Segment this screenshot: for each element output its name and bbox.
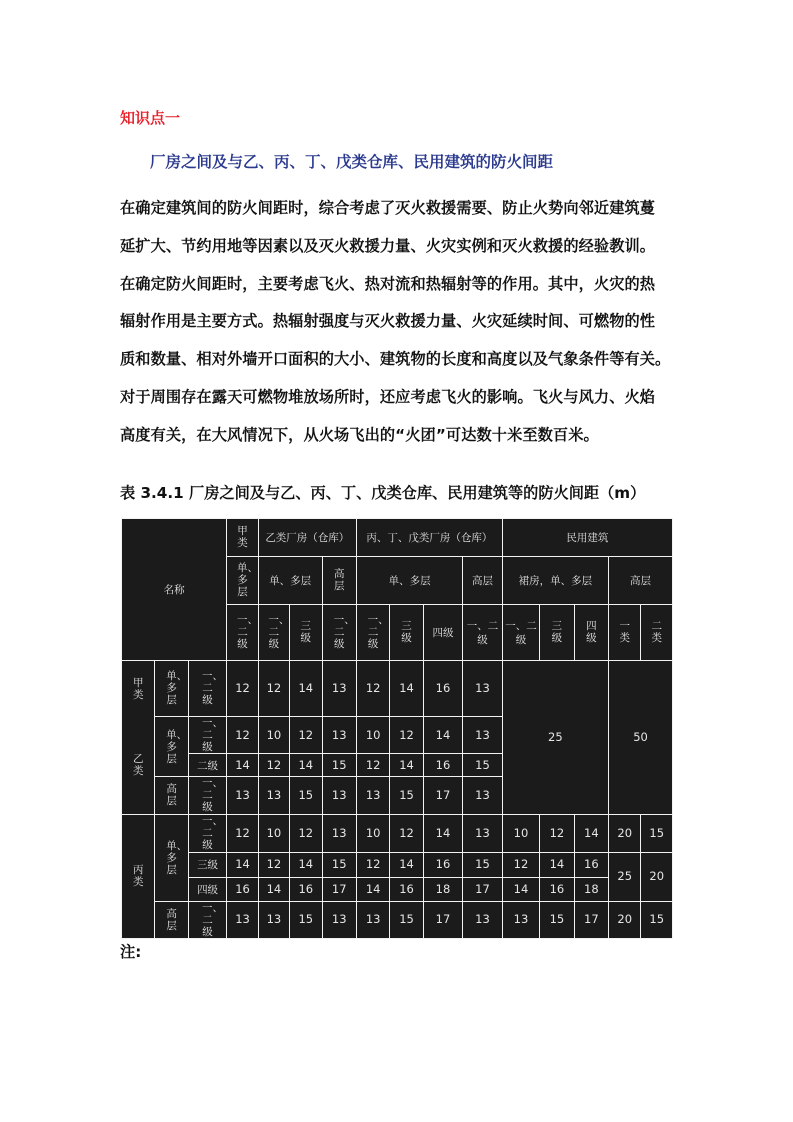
grade-header: 三级 xyxy=(540,605,574,661)
row-sub-multi: 单、多层 xyxy=(155,814,188,901)
grade-header: 二类 xyxy=(641,605,673,661)
cell-value: 10 xyxy=(356,717,389,754)
cell-value: 14 xyxy=(390,754,423,777)
cell-value: 14 xyxy=(540,852,574,877)
cell-value: 12 xyxy=(227,814,258,852)
header-bing-multi: 单、多层 xyxy=(356,557,462,605)
cell-value: 13 xyxy=(322,717,356,754)
fire-distance-table xyxy=(121,518,673,939)
paragraph-line: 延扩大、节约用地等因素以及灭火救援力量、火灾实例和灭火救援的经验教训。 xyxy=(120,236,656,255)
cell-value: 12 xyxy=(540,814,574,852)
row-grade: 一、二级 xyxy=(188,901,227,938)
cell-value: 15 xyxy=(390,777,423,814)
section-subtitle: 厂房之间及与乙、丙、丁、戊类仓库、民用建筑的防火间距 xyxy=(150,153,554,171)
cell-value: 16 xyxy=(423,661,462,717)
row-grade: 三级 xyxy=(188,852,227,877)
header-yi-high: 高层 xyxy=(322,557,356,605)
cell-value: 14 xyxy=(502,877,539,901)
cell-value: 12 xyxy=(227,661,258,717)
cell-value: 10 xyxy=(258,814,289,852)
cell-value: 13 xyxy=(463,814,502,852)
header-civil-high: 高层 xyxy=(609,557,673,605)
cell-value: 14 xyxy=(290,754,322,777)
cell-value: 18 xyxy=(423,877,462,901)
paragraph-line: 辐射作用是主要方式。热辐射强度与灭火救援力量、火灾延续时间、可燃物的性 xyxy=(120,312,656,331)
row-label-bing: 丙类 xyxy=(122,814,155,938)
row-sub-high: 高层 xyxy=(155,901,188,938)
cell-value: 14 xyxy=(423,814,462,852)
table-caption: 表 3.4.1 厂房之间及与乙、丙、丁、戊类仓库、民用建筑等的防火间距（m） xyxy=(120,484,646,502)
cell-value: 12 xyxy=(290,814,322,852)
civil-merged-cell: 25 xyxy=(502,661,608,815)
cell-value: 15 xyxy=(641,901,673,938)
cell-value: 15 xyxy=(322,754,356,777)
cell-value: 14 xyxy=(258,877,289,901)
cell-value: 13 xyxy=(227,777,258,814)
grade-header: 三级 xyxy=(290,605,322,661)
grade-header: 一、二级 xyxy=(322,605,356,661)
cell-value: 12 xyxy=(258,754,289,777)
bing-merged-cell: 20 xyxy=(641,852,673,901)
row-grade: 一、二级 xyxy=(188,661,227,717)
cell-value: 20 xyxy=(609,814,641,852)
cell-value: 14 xyxy=(227,852,258,877)
cell-value: 12 xyxy=(290,717,322,754)
row-grade: 一、二级 xyxy=(188,814,227,852)
cell-value: 13 xyxy=(227,901,258,938)
header-yi-multi: 单、多层 xyxy=(258,557,322,605)
cell-value: 14 xyxy=(227,754,258,777)
paragraph-line: 在确定防火间距时，主要考虑飞火、热对流和热辐射等的作用。其中，火灾的热 xyxy=(120,274,656,293)
row-label-yi: 乙类 xyxy=(122,717,155,815)
cell-value: 12 xyxy=(356,754,389,777)
bing-merged-cell: 25 xyxy=(609,852,641,901)
row-label-jia: 甲类 xyxy=(122,661,155,717)
cell-value: 10 xyxy=(502,814,539,852)
grade-header: 三级 xyxy=(390,605,423,661)
row-sub-high: 高层 xyxy=(155,777,188,814)
cell-value: 13 xyxy=(322,777,356,814)
cell-value: 10 xyxy=(356,814,389,852)
cell-value: 13 xyxy=(258,901,289,938)
row-grade: 二级 xyxy=(188,754,227,777)
cell-value: 12 xyxy=(356,852,389,877)
cell-value: 14 xyxy=(390,661,423,717)
cell-value: 15 xyxy=(322,852,356,877)
cell-value: 13 xyxy=(463,717,502,754)
cell-value: 14 xyxy=(423,717,462,754)
cell-value: 16 xyxy=(423,852,462,877)
cell-value: 20 xyxy=(609,901,641,938)
cell-value: 13 xyxy=(258,777,289,814)
cell-value: 12 xyxy=(390,717,423,754)
paragraph-line: 对于周围存在露天可燃物堆放场所时，还应考虑飞火的影响。飞火与风力、火焰 xyxy=(120,387,656,406)
grade-header: 一、二级 xyxy=(463,605,502,661)
header-name: 名称 xyxy=(122,519,227,661)
header-civil-group: 民用建筑 xyxy=(502,519,672,557)
cell-value: 16 xyxy=(290,877,322,901)
cell-value: 13 xyxy=(463,901,502,938)
cell-value: 15 xyxy=(290,901,322,938)
cell-value: 16 xyxy=(574,852,608,877)
cell-value: 17 xyxy=(463,877,502,901)
paragraph-line: 在确定建筑间的防火间距时，综合考虑了灭火救援需要、防止火势向邻近建筑蔓 xyxy=(120,199,656,217)
cell-value: 12 xyxy=(258,852,289,877)
cell-value: 13 xyxy=(356,901,389,938)
cell-value: 17 xyxy=(423,777,462,814)
cell-value: 14 xyxy=(290,852,322,877)
civil-high-merged-cell: 50 xyxy=(609,661,673,815)
cell-value: 17 xyxy=(574,901,608,938)
row-grade: 一、二级 xyxy=(188,777,227,814)
cell-value: 17 xyxy=(322,877,356,901)
row-sub-multi: 单、多层 xyxy=(155,717,188,777)
cell-value: 16 xyxy=(227,877,258,901)
cell-value: 13 xyxy=(322,661,356,717)
cell-value: 12 xyxy=(356,661,389,717)
row-grade: 一、二级 xyxy=(188,717,227,754)
cell-value: 10 xyxy=(258,717,289,754)
header-bing-group: 丙、丁、戊类厂房（仓库） xyxy=(356,519,502,557)
grade-header: 一、二级 xyxy=(502,605,539,661)
cell-value: 12 xyxy=(258,661,289,717)
grade-header: 一类 xyxy=(609,605,641,661)
header-yi-group: 乙类厂房（仓库） xyxy=(258,519,356,557)
cell-value: 13 xyxy=(322,901,356,938)
cell-value: 13 xyxy=(322,814,356,852)
cell-value: 15 xyxy=(390,901,423,938)
header-jia-multi: 单、多层 xyxy=(227,557,258,605)
header-civil-podium: 裙房，单、多层 xyxy=(502,557,608,605)
cell-value: 16 xyxy=(423,754,462,777)
cell-value: 12 xyxy=(502,852,539,877)
knowledge-point-heading: 知识点一 xyxy=(120,109,181,127)
grade-header: 一、二级 xyxy=(258,605,289,661)
cell-value: 12 xyxy=(390,814,423,852)
cell-value: 14 xyxy=(390,852,423,877)
cell-value: 15 xyxy=(290,777,322,814)
grade-header: 一、二级 xyxy=(356,605,389,661)
cell-value: 16 xyxy=(390,877,423,901)
cell-value: 15 xyxy=(463,754,502,777)
cell-value: 17 xyxy=(423,901,462,938)
cell-value: 15 xyxy=(540,901,574,938)
cell-value: 14 xyxy=(290,661,322,717)
cell-value: 14 xyxy=(574,814,608,852)
grade-header: 四级 xyxy=(423,605,462,661)
grade-header: 一、二级 xyxy=(227,605,258,661)
cell-value: 13 xyxy=(356,777,389,814)
cell-value: 15 xyxy=(463,852,502,877)
paragraph-line: 高度有关，在大风情况下，从火场飞出的“火团”可达数十米至数百米。 xyxy=(120,425,599,444)
body-paragraph xyxy=(120,190,680,455)
cell-value: 12 xyxy=(227,717,258,754)
cell-value: 15 xyxy=(641,814,673,852)
cell-value: 13 xyxy=(463,661,502,717)
row-grade: 四级 xyxy=(188,877,227,901)
header-bing-high: 高层 xyxy=(463,557,502,605)
cell-value: 14 xyxy=(356,877,389,901)
note-label: 注: xyxy=(120,943,142,961)
header-jia: 甲类 xyxy=(227,519,258,557)
paragraph-line: 质和数量、相对外墙开口面积的大小、建筑物的长度和高度以及气象条件等有关。 xyxy=(120,350,671,369)
cell-value: 16 xyxy=(540,877,574,901)
cell-value: 18 xyxy=(574,877,608,901)
cell-value: 13 xyxy=(463,777,502,814)
grade-header: 四级 xyxy=(574,605,608,661)
row-sub-multi: 单、多层 xyxy=(155,661,188,717)
cell-value: 13 xyxy=(502,901,539,938)
